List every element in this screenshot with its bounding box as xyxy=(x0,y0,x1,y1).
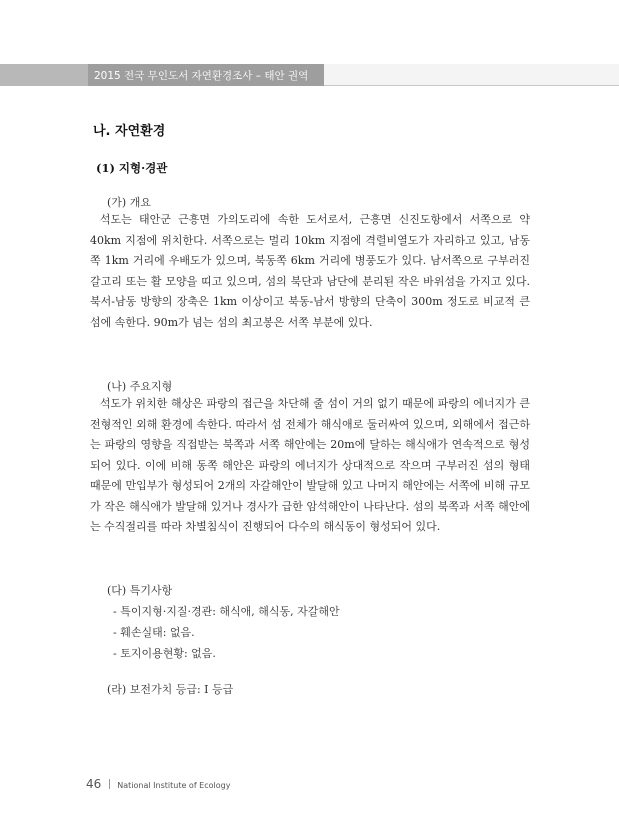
subsection-title: (1) 지형·경관 xyxy=(96,161,168,175)
section-title: 나. 자연환경 xyxy=(93,124,166,139)
footer-organization: National Institute of Ecology xyxy=(117,781,231,790)
running-header xyxy=(88,64,324,86)
header-accent-block xyxy=(0,64,88,86)
overview-paragraph: 석도는 태안군 근흥면 가의도리에 속한 도서로서, 근흥면 신진도항에서 서쪽으로 약 40km 지점에 위치한다. 서쪽으로는 멀리 10km 지점에 격렬비열도가 자리하고 있고, 남동쪽 1km 거리에 우배도가 있으며, 북동쪽 6km 거리에 병풍도가 있다. 남서쪽으로 구부러진 갈고리 또는 활 모양을 띠고 있으며, 섬의 북단과 남단에 분리된 작은 바위섬을 가지고 있다. 북서-남동 방향의 장축은 1km 이상이고 북동-남서 방향의 단축이 300m 정도로 비교적 큰 섬에 속한다. 90m가 넘는 섬의 최고봉은 서쪽 부분에 있다. xyxy=(90,213,530,329)
landforms-paragraph: 석도가 위치한 해상은 파랑의 접근을 차단해 줄 섬이 거의 없기 때문에 파랑의 에너지가 큰 전형적인 외해 환경에 속한다. 따라서 섬 전체가 해식애로 둘러싸여 있으며, 외해에서 접근하는 파랑의 영향을 직접받는 북쪽과 서쪽 해안에는 20m에 달하는 해식애가 연속적으로 형성되어 있다. 이에 비해 동쪽 해안은 파랑의 에너지가 상대적으로 작으며 구부러진 섬의 형태 때문에 만입부가 형성되어 2개의 자갈해안이 발달해 있고 나머지 해안에는 서쪽에 비해 규모가 작은 해식애가 발달해 있거나 경사가 급한 암석해안이 나타난다. 섬의 북쪽과 서쪽 해안에는 수직절리를 따라 차별침식이 진행되어 다수의 해식동이 형성되어 있다. xyxy=(90,397,530,533)
page-footer xyxy=(86,773,230,792)
notes-bullet: - 특이지형·지질·경관: 해식애, 해식동, 자갈해안 xyxy=(113,605,340,618)
item-heading-overview: (가) 개요 xyxy=(107,196,151,209)
header-rule xyxy=(324,85,619,86)
footer-divider xyxy=(109,779,110,789)
page-number: 46 xyxy=(86,777,102,791)
item-heading-landforms: (나) 주요지형 xyxy=(107,380,173,393)
item-heading-conservation-grade: (라) 보전가치 등급: Ⅰ 등급 xyxy=(107,683,234,696)
running-header-title: 2015 전국 무인도서 자연환경조사 – 태안 권역 xyxy=(94,70,309,82)
notes-bullet: - 토지이용현황: 없음. xyxy=(113,647,216,660)
item-heading-notes: (다) 특기사항 xyxy=(107,584,173,597)
notes-bullet: - 훼손실태: 없음. xyxy=(113,626,195,639)
